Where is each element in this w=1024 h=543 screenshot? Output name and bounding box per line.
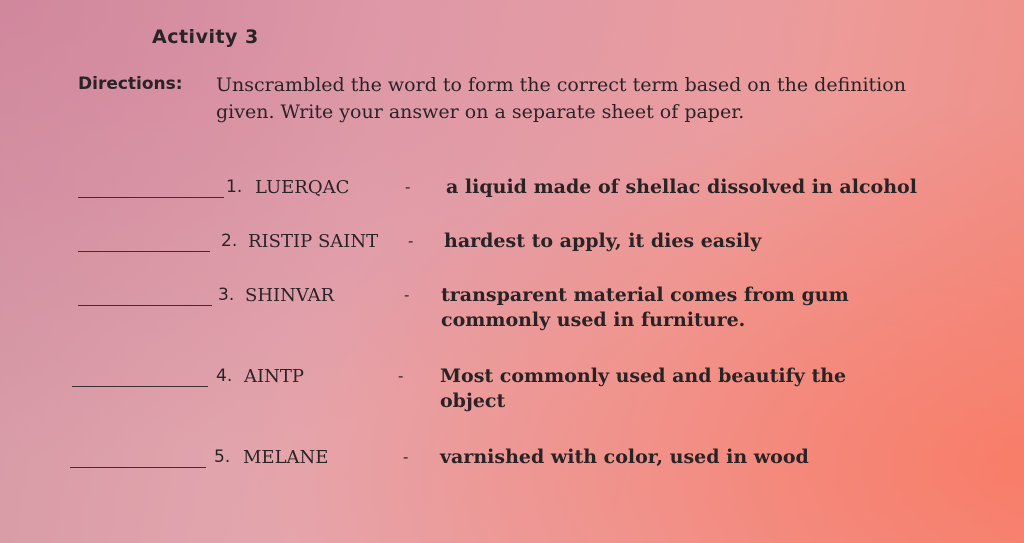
question-item <box>0 177 1024 237</box>
activity-title: Activity 3 <box>152 26 259 48</box>
answer-blank <box>70 467 206 468</box>
question-number: 2. <box>221 231 238 251</box>
scrambled-word: SHINVAR <box>245 285 335 306</box>
question-item <box>0 447 1024 507</box>
separator-dash: - <box>408 231 414 250</box>
definition: hardest to apply, it dies easily <box>444 230 762 252</box>
separator-dash: - <box>403 447 409 466</box>
directions-text: Unscrambled the word to form the correct term based on the definition given. Write your answer on a separate sheet of paper. <box>216 74 906 123</box>
separator-dash: - <box>404 285 410 304</box>
scrambled-word: AINTP <box>244 366 304 387</box>
definition: transparent material comes from gum commonly used in furniture. <box>441 284 849 331</box>
scrambled-word: RISTIP SAINT <box>248 231 379 252</box>
separator-dash: - <box>405 177 411 196</box>
answer-blank <box>72 386 208 387</box>
question-number: 5. <box>214 447 231 467</box>
separator-dash: - <box>398 366 404 385</box>
question-item <box>0 366 1024 426</box>
question-item <box>0 231 1024 291</box>
answer-blank <box>78 197 224 198</box>
directions-label-text: Directions <box>78 74 176 94</box>
definition: a liquid made of shellac dissolved in alcohol <box>446 176 917 198</box>
directions-colon: : <box>175 74 183 94</box>
directions-label <box>78 74 183 94</box>
definition: varnished with color, used in wood <box>440 446 809 468</box>
scrambled-word: LUERQAC <box>255 177 350 198</box>
question-number: 4. <box>216 366 233 386</box>
question-number: 3. <box>218 285 235 305</box>
definition: Most commonly used and beautify the object <box>440 365 847 412</box>
question-item <box>0 285 1024 345</box>
answer-blank <box>78 305 212 306</box>
question-number: 1. <box>226 177 243 197</box>
answer-blank <box>78 251 210 252</box>
scrambled-word: MELANE <box>243 447 329 468</box>
